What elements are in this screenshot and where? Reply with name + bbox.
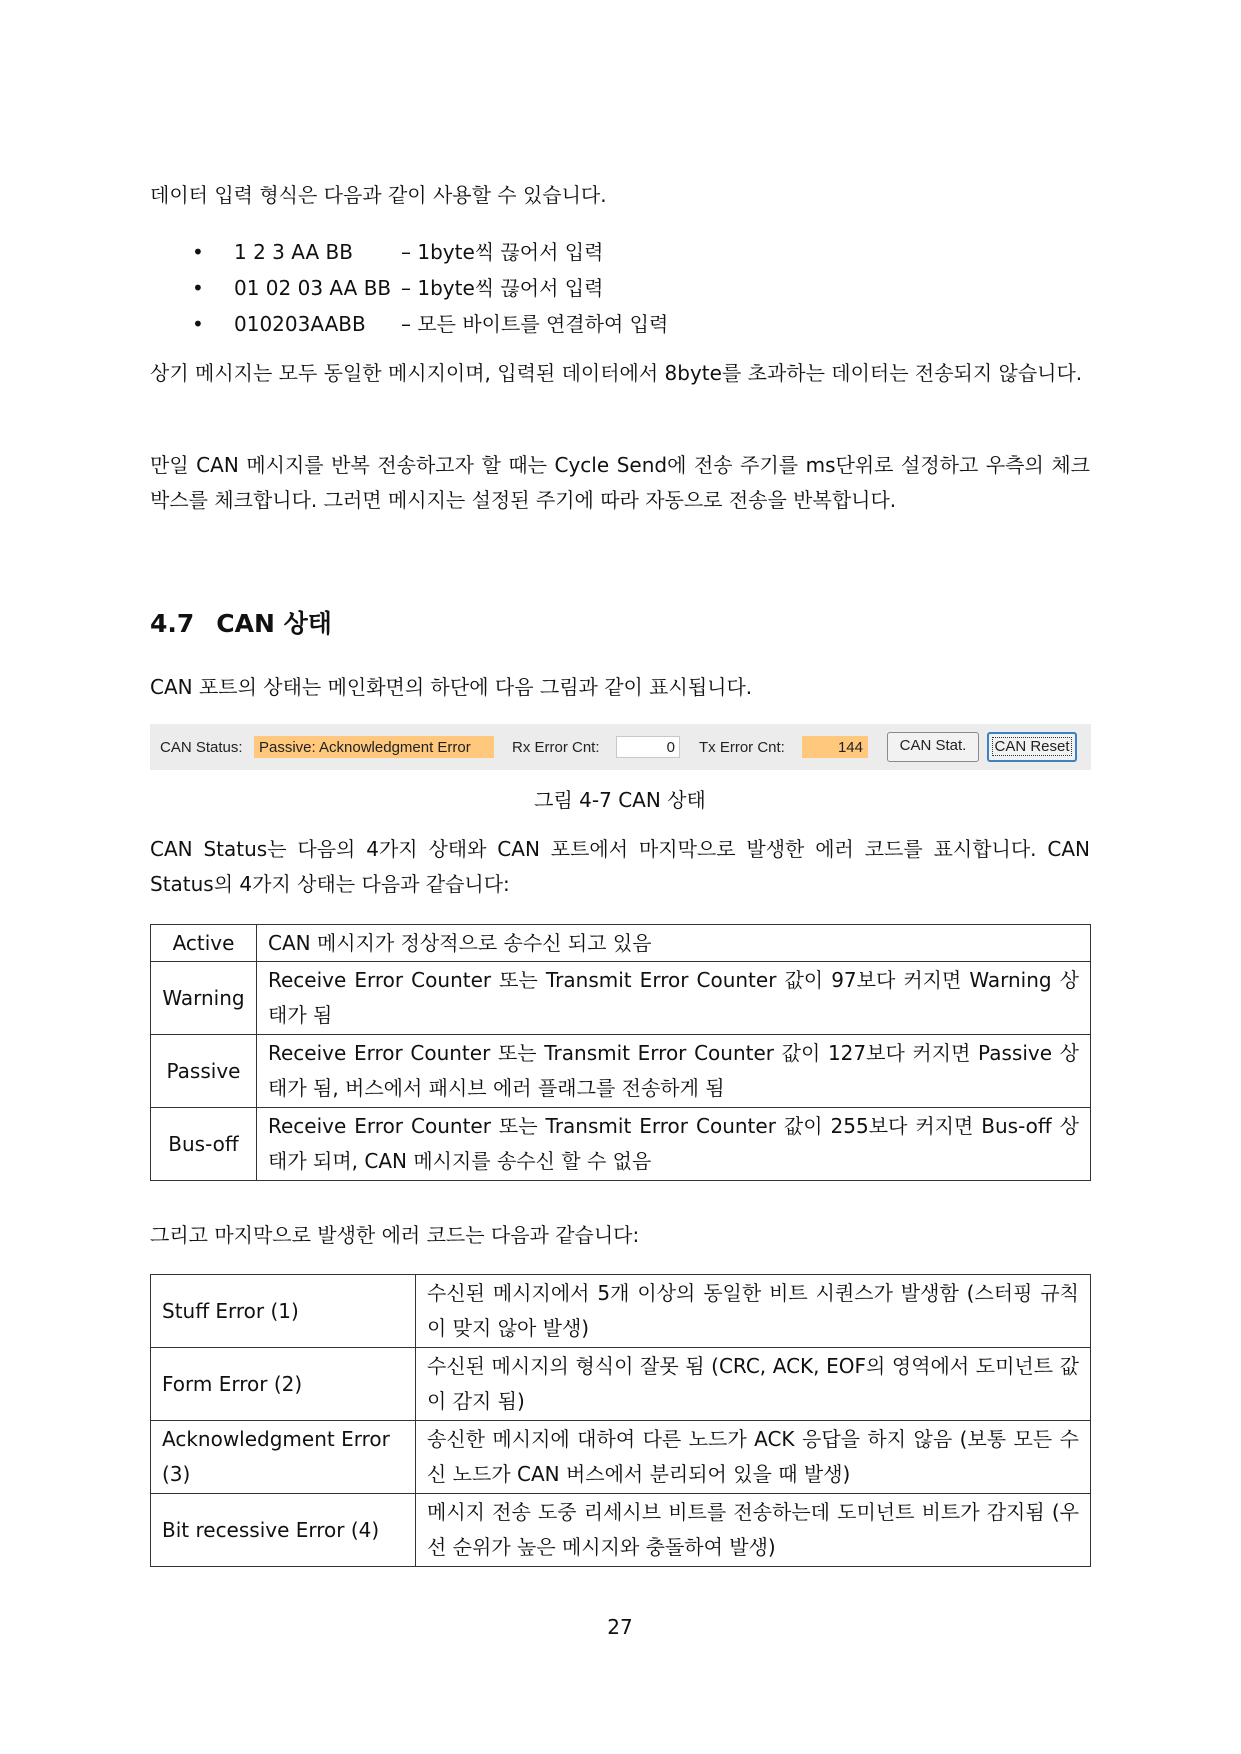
state-name: Passive (151, 1035, 257, 1108)
rx-error-field: 0 (616, 736, 680, 758)
table-row (151, 1275, 1091, 1348)
tx-error-label: Tx Error Cnt: (699, 739, 785, 756)
error-name: Stuff Error (1) (151, 1275, 416, 1348)
list-item (150, 270, 668, 306)
errors-paragraph: 그리고 마지막으로 발생한 에러 코드는 다음과 같습니다: (150, 1223, 640, 1247)
format-desc: – 1byte씩 끊어서 입력 (401, 276, 604, 300)
error-name: Form Error (2) (151, 1348, 416, 1421)
format-list (150, 234, 668, 342)
format-value: 01 02 03 AA BB (234, 276, 392, 300)
figure-caption: 그림 4-7 CAN 상태 (534, 788, 706, 812)
error-desc: 메시지 전송 도중 리세시브 비트를 전송하는데 도미넌트 비트가 감지됨 (우선 순위가 높은 메시지와 충돌하여 발생) (416, 1494, 1091, 1567)
can-status-bar (150, 724, 1091, 770)
error-code-table (150, 1274, 1091, 1567)
table-row (151, 1108, 1091, 1181)
rx-error-label: Rx Error Cnt: (512, 739, 600, 756)
intro-paragraph: 데이터 입력 형식은 다음과 같이 사용할 수 있습니다. (150, 183, 607, 207)
section-title: CAN 상태 (216, 609, 332, 638)
page-number: 27 (607, 1615, 633, 1639)
format-value: 1 2 3 AA BB (234, 240, 353, 264)
can-status-field: Passive: Acknowledgment Error (254, 736, 494, 758)
list-item (150, 306, 668, 342)
state-desc: Receive Error Counter 또는 Transmit Error Counter 값이 255보다 커지면 Bus-off 상태가 되며, CAN 메시지를 송수신 할 수 없음 (257, 1108, 1091, 1181)
table-row (151, 962, 1091, 1035)
table-row (151, 925, 1091, 962)
tx-error-field: 144 (802, 736, 868, 758)
can-state-table (150, 924, 1091, 1181)
state-name: Active (151, 925, 257, 962)
list-item (150, 234, 668, 270)
table-row (151, 1421, 1091, 1494)
section-number: 4.7 (150, 609, 195, 638)
can-reset-label: CAN Reset (994, 738, 1070, 755)
section-heading (150, 604, 332, 640)
state-name: Warning (151, 962, 257, 1035)
error-name: Acknowledgment Error (3) (151, 1421, 416, 1494)
table-row (151, 1494, 1091, 1567)
state-desc: Receive Error Counter 또는 Transmit Error Counter 값이 97보다 커지면 Warning 상태가 됨 (257, 962, 1091, 1035)
max-bytes-paragraph: 상기 메시지는 모두 동일한 메시지이며, 입력된 데이터에서 8byte를 초과하는 데이터는 전송되지 않습니다. (150, 361, 1083, 385)
can-stat-button[interactable]: CAN Stat. (887, 732, 979, 762)
state-desc: Receive Error Counter 또는 Transmit Error Counter 값이 127보다 커지면 Passive 상태가 됨, 버스에서 패시브 에러 플래그를 전송하게 됨 (257, 1035, 1091, 1108)
format-desc: – 모든 바이트를 연결하여 입력 (401, 312, 669, 336)
error-desc: 수신된 메시지의 형식이 잘못 됨 (CRC, ACK, EOF의 영역에서 도미넌트 값이 감지 됨) (416, 1348, 1091, 1421)
can-status-label: CAN Status: (160, 739, 243, 756)
state-desc: CAN 메시지가 정상적으로 송수신 되고 있음 (257, 925, 1091, 962)
table-row (151, 1035, 1091, 1108)
can-reset-button[interactable] (987, 732, 1077, 762)
error-name: Bit recessive Error (4) (151, 1494, 416, 1567)
status-paragraph: CAN 포트의 상태는 메인화면의 하단에 다음 그림과 같이 표시됩니다. (150, 675, 753, 699)
error-desc: 수신된 메시지에서 5개 이상의 동일한 비트 시퀀스가 발생함 (스터핑 규칙이 맞지 않아 발생) (416, 1275, 1091, 1348)
format-value: 010203AABB (234, 312, 366, 336)
state-name: Bus-off (151, 1108, 257, 1181)
error-desc: 송신한 메시지에 대하여 다른 노드가 ACK 응답을 하지 않음 (보통 모든 수신 노드가 CAN 버스에서 분리되어 있을 때 발생) (416, 1421, 1091, 1494)
cycle-send-paragraph: 만일 CAN 메시지를 반복 전송하고자 할 때는 Cycle Send에 전송 주기를 ms단위로 설정하고 우측의 체크박스를 체크합니다. 그러면 메시지는 설정된 주기에 따라 자동으로 전송을 반복합니다. (150, 453, 1090, 512)
format-desc: – 1byte씩 끊어서 입력 (401, 240, 604, 264)
table-row (151, 1348, 1091, 1421)
can-status-paragraph: CAN Status는 다음의 4가지 상태와 CAN 포트에서 마지막으로 발생한 에러 코드를 표시합니다. CAN Status의 4가지 상태는 다음과 같습니다: (150, 837, 1090, 896)
